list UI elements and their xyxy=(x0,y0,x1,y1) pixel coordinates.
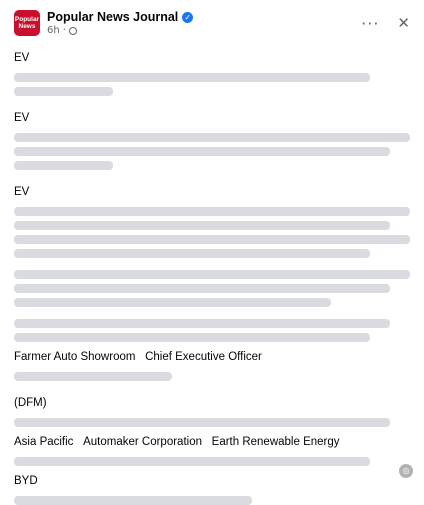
p5-english-0: Farmer Auto Showroom xyxy=(14,351,136,363)
verified-badge-icon: ✓ xyxy=(182,12,193,23)
paragraph-6 xyxy=(14,393,410,505)
p3-line-1 xyxy=(14,207,410,216)
p1-line-1 xyxy=(14,73,370,82)
more-options-button[interactable]: ··· xyxy=(361,13,380,33)
avatar-logo-text: Popular News xyxy=(14,16,40,30)
post-header xyxy=(14,6,410,40)
watermark-icon: ◎ xyxy=(399,464,413,478)
paragraph-1 xyxy=(14,48,410,96)
post-meta xyxy=(47,25,361,36)
p6-english-1: Asia Pacific xyxy=(14,436,74,448)
p4-line-1 xyxy=(14,270,410,279)
p1-line-2 xyxy=(14,87,113,96)
p2-line-1 xyxy=(14,133,410,142)
p2-line-2 xyxy=(14,147,390,156)
p2-english-0: EV xyxy=(14,112,30,124)
paragraph-3 xyxy=(14,182,410,258)
p3-line-4 xyxy=(14,249,370,258)
p4-line-2 xyxy=(14,284,390,293)
paragraph-2 xyxy=(14,108,410,170)
page-avatar[interactable] xyxy=(14,10,40,36)
page-name[interactable]: Popular News Journal xyxy=(47,10,179,24)
p3-line-3 xyxy=(14,235,410,244)
p4-line-3 xyxy=(14,298,331,307)
p5-line-2 xyxy=(14,333,370,342)
p6-english-2: Automaker Corporation xyxy=(83,436,202,448)
p5-line-3 xyxy=(14,372,172,381)
close-button[interactable]: ✕ xyxy=(397,14,410,32)
watermark xyxy=(399,464,416,478)
p6-english-4: BYD xyxy=(14,475,38,487)
p6-english-3: Earth Renewable Energy xyxy=(211,436,340,448)
post-time[interactable]: 6h xyxy=(47,25,60,36)
post-body xyxy=(14,48,410,505)
p5-line-1 xyxy=(14,319,390,328)
paragraph-4 xyxy=(14,270,410,307)
header-text xyxy=(47,10,361,36)
p6-line-2 xyxy=(14,457,370,466)
p2-line-3 xyxy=(14,161,113,170)
name-row xyxy=(47,10,361,24)
meta-separator: · xyxy=(62,25,66,36)
p5-english-1: Chief Executive Officer xyxy=(145,351,262,363)
p6-line-1 xyxy=(14,418,390,427)
p1-english-0: EV xyxy=(14,52,30,64)
paragraph-5 xyxy=(14,319,410,381)
p3-line-2 xyxy=(14,221,390,230)
p6-english-0: (DFM) xyxy=(14,397,47,409)
p6-line-3 xyxy=(14,496,252,505)
p3-english-0: EV xyxy=(14,186,30,198)
globe-icon xyxy=(69,27,77,35)
